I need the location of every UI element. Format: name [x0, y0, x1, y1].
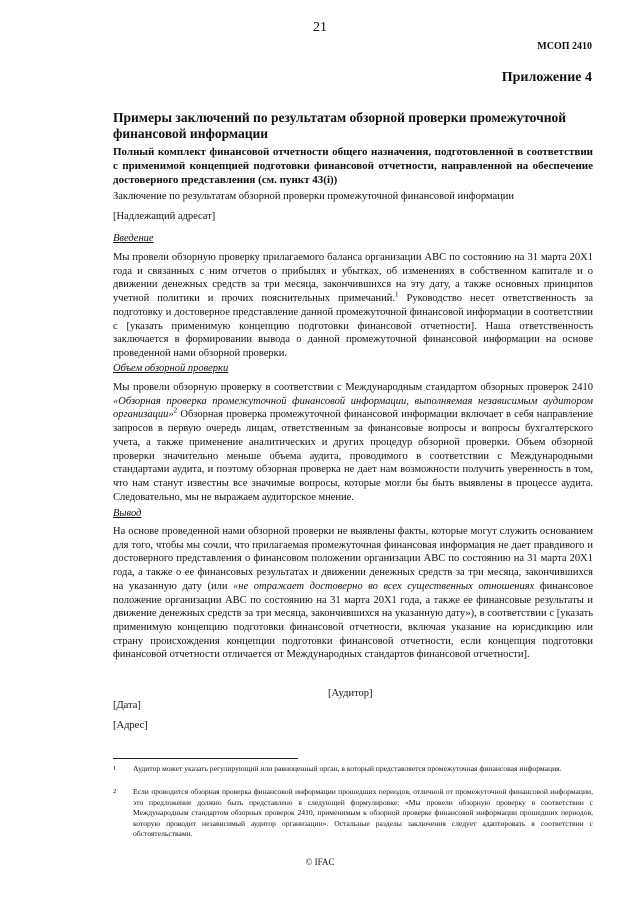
report-title: Заключение по результатам обзорной проверки промежуточной финансовой информации	[113, 191, 514, 202]
conclusion-text-b: финансовое положение организации АВС по состоянию на 31 марта 20Х1 года, а также ее финансовые результаты и движение денежных средств за три месяца, закончившихся на указанную дату»), в соответствии с [указать применимую концепцию подготовки финансовой отчетности, включая указание на юрисдикцию или страну происхождения концепции подготовки финансовой отчетности, если концепция подготовки финансовой отчетности отличается от Международных стандартов финансовой отчетности].	[113, 580, 594, 661]
footnote-ref-2: 2	[173, 406, 178, 415]
conclusion-heading: Вывод	[113, 508, 142, 519]
conclusion-italic: «не отражает достоверно во всех существенных отношениях	[233, 580, 535, 592]
footnote-2	[113, 787, 593, 840]
footnote-text: Аудитор может указать регулирующий или равноценный орган, в который представляется промежуточная финансовая информация.	[133, 764, 562, 773]
conclusion-text-a: На основе проведенной нами обзорной проверки не выявлены факты, которые могут служить основанием для того, чтобы мы сочли, что прилагаемая промежуточная финансовая информация не дает правдивого и достоверного представления о финансовом положении организации АВС по состоянию на 31 марта 20Х1 года, а также о ее финансовых результатах и движении денежных средств за три месяца, закончившихся на указанную дату (или	[113, 526, 593, 592]
intro-paragraph	[113, 251, 593, 361]
auditor-signature: [Аудитор]	[328, 688, 373, 699]
scope-standard-title: «Обзорная проверка промежуточной финансовой информации, выполняемая независимым аудитором организации»	[113, 395, 593, 421]
footnote-mark: 1	[113, 765, 117, 772]
footnote-mark: 2	[113, 788, 117, 795]
address-placeholder: [Адрес]	[113, 720, 148, 731]
footnote-text: Если проводится обзорная проверка финансовой информации прошедших периодов, отличной от промежуточной финансовой информации, это предложение должно быть представлено в следующей формулировке: «Мы провели обзорную проверку в соответствии с Международным стандартом обзорных проверок 2410, применимым к обзорной проверке финансовой информации прошедших периодов, которую проводит независимый аудитор организации». Остальные разделы заключения следует адаптировать в соответствии с обстоятельствами.	[133, 787, 593, 838]
scope-text-a: Мы провели обзорную проверку в соответствии с Международным стандартом обзорных проверок 2410	[113, 382, 593, 393]
copyright-notice: © IFAC	[305, 857, 335, 867]
page-subtitle: Полный комплект финансовой отчетности общего назначения, подготовленной в соответствии с применимой концепцией подготовки финансовой отчетности, направленной на обеспечение достоверного представления (см. пункт 43(i))	[113, 146, 593, 186]
date-placeholder: [Дата]	[113, 700, 141, 711]
scope-text-b: Обзорная проверка промежуточной финансовой информации включает в себя направление запросов в первую очередь лицам, ответственным за финансовые вопросы и вопросы бухгалтерского учета, а также применение аналитических и других процедур обзорной проверки. Объем обзорной проверки значительно меньше объема аудита, проводимого в соответствии с Международными стандартами аудита, и поэтому обзорная проверка не дает нам возможности получить уверенность в том, что нам станут известны все значимые вопросы, которые могли бы быть выявлены в процессе аудита. Следовательно, мы не выражаем аудиторское мнение.	[113, 409, 594, 503]
scope-paragraph	[113, 381, 593, 504]
intro-heading: Введение	[113, 233, 154, 244]
document-code: МСОП 2410	[537, 41, 592, 52]
appendix-label: Приложение 4	[501, 70, 592, 85]
footnote-divider	[113, 758, 298, 759]
footnote-ref-1: 1	[395, 290, 399, 299]
intro-text-a: Мы провели обзорную проверку прилагаемого баланса организации АВС по состоянию на 31 марта 20Х1 года и связанных с ним отчетов о прибылях и убытках, об изменениях в собственном капитале и о движении денежных средств за три месяца, закончившихся на эту дату, а также основных принципов учетной политики и прочих пояснительных примечаний.	[113, 252, 593, 305]
addressee: [Надлежащий адресат]	[113, 211, 216, 222]
page-title: Примеры заключений по результатам обзорной проверки промежуточной финансовой информации	[113, 110, 567, 141]
page-number: 21	[313, 20, 327, 35]
conclusion-paragraph	[113, 525, 593, 662]
footnote-1	[113, 764, 593, 775]
scope-heading: Объем обзорной проверки	[113, 363, 229, 374]
intro-text-b: Руководство несет ответственность за подготовку и достоверное представление данной промежуточной финансовой информации в соответствии с [указать применимую концепцию подготовки финансовой отчетности]. Наша ответственность заключается в формировании вывода о данной промежуточной финансовой информации на основе проведенной нами обзорной проверки.	[113, 293, 594, 359]
